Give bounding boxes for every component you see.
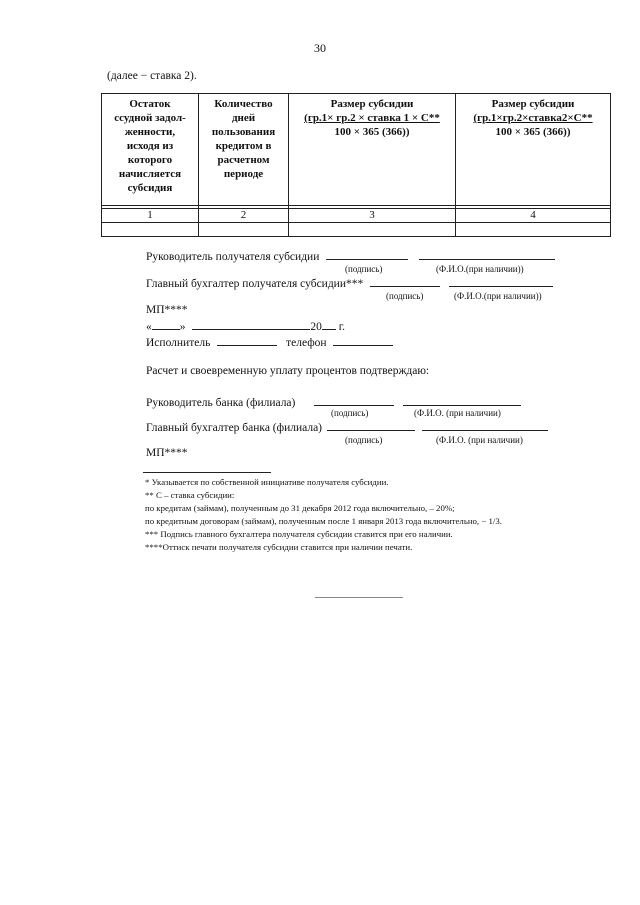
stamp-place: МП**** [146, 304, 188, 316]
caption-name: (Ф.И.О. (при наличии) [436, 435, 523, 445]
signature-blank[interactable] [370, 276, 440, 287]
header-cell-balance: Остаток ссудной задол- женности, исходя из которого начисляется субсидия [102, 94, 199, 206]
footnote: по кредитам (займам), полученным до 31 декабря 2012 года включительно, – 20%; [145, 503, 455, 513]
column-number: 3 [289, 209, 456, 223]
footnote: * Указывается по собственной инициативе получателя субсидии. [145, 477, 389, 487]
caption-name: (Ф.И.О.(при наличии)) [454, 291, 542, 301]
caption-name: (Ф.И.О.(при наличии)) [436, 264, 524, 274]
phone-blank[interactable] [333, 335, 393, 346]
caption-sign: (подпись) [345, 435, 383, 445]
signature-blank[interactable] [326, 249, 408, 260]
caption-name: (Ф.И.О. (при наличии) [414, 408, 501, 418]
name-blank[interactable] [403, 395, 521, 406]
executor-line: Исполнитель телефон [146, 335, 393, 349]
day-blank[interactable] [152, 319, 180, 330]
year-blank[interactable] [322, 319, 336, 330]
footnote: *** Подпись главного бухгалтера получателя субсидии ставится при его наличии. [145, 529, 453, 539]
name-blank[interactable] [419, 249, 555, 260]
confirmation-text: Расчет и своевременную уплату процентов подтверждаю: [146, 365, 430, 377]
subsidy-table [101, 93, 611, 237]
column-number: 2 [199, 209, 289, 223]
caption-sign: (подпись) [331, 408, 369, 418]
bank-head-line: Руководитель банка (филиала) [146, 395, 521, 409]
bank-accountant-line: Главный бухгалтер банка (филиала) [146, 420, 548, 434]
signature-blank[interactable] [314, 395, 394, 406]
stamp-place: МП**** [146, 447, 188, 459]
footnote-divider [143, 472, 271, 473]
page-number: 30 [314, 41, 326, 55]
end-divider [315, 597, 403, 598]
column-number: 1 [102, 209, 199, 223]
month-blank[interactable] [192, 319, 310, 330]
table-header-row [102, 94, 611, 206]
column-number: 4 [456, 209, 611, 223]
preamble-text: (далее − ставка 2). [107, 70, 197, 82]
header-cell-days: Количество дней пользования кредитом в расчетном периоде [199, 94, 289, 206]
caption-sign: (подпись) [345, 264, 383, 274]
footnote: ** С – ставка субсидии: [145, 490, 235, 500]
signature-blank[interactable] [327, 420, 415, 431]
footnote: по кредитным договорам (займам), полученным после 1 января 2013 года включительно, − 1/3. [145, 516, 502, 526]
recipient-head-line: Руководитель получателя субсидии [146, 249, 555, 263]
header-cell-subsidy-rate2: Размер субсидии (гр.1×гр.2×ставка2×С** 100 × 365 (366)) [456, 94, 611, 206]
caption-sign: (подпись) [386, 291, 424, 301]
name-blank[interactable] [422, 420, 548, 431]
footnote: ****Оттиск печати получателя субсидии ставится при наличии печати. [145, 542, 413, 552]
footnotes [145, 476, 502, 554]
date-line: « » 20 г. [146, 321, 346, 333]
header-cell-subsidy-rate1: Размер субсидии (гр.1× гр.2 × ставка 1 × С** 100 × 365 (366)) [289, 94, 456, 206]
name-blank[interactable] [449, 276, 553, 287]
executor-blank[interactable] [217, 335, 277, 346]
table-empty-row [102, 223, 611, 237]
table-number-row [102, 209, 611, 223]
recipient-accountant-line: Главный бухгалтер получателя субсидии*** [146, 276, 553, 290]
